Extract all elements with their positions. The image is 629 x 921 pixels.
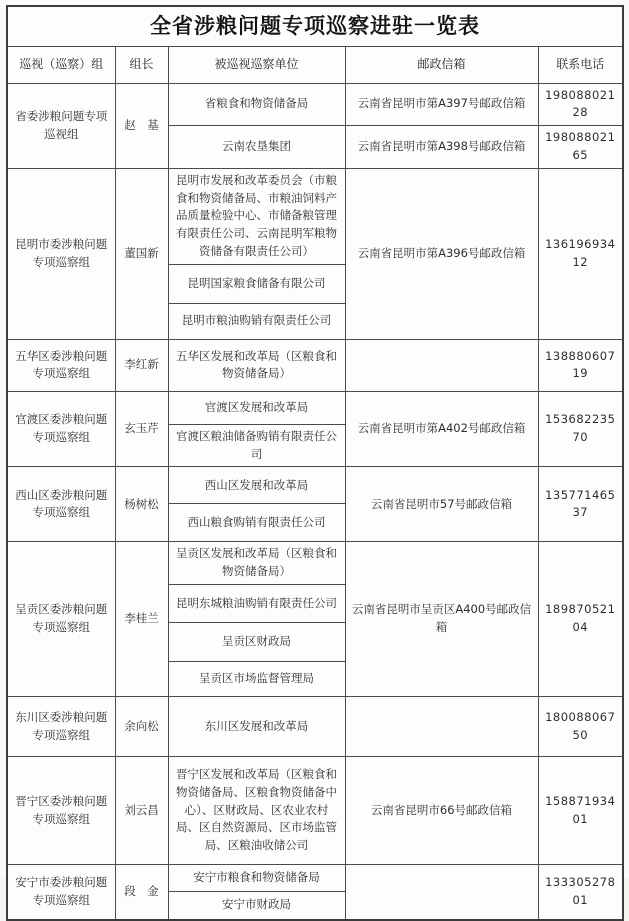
unit-cell: 昆明国家粮食储备有限公司 [168,264,345,303]
group-cell: 西山区委涉粮问题专项巡察组 [7,467,115,542]
group-cell: 晋宁区委涉粮问题专项巡察组 [7,757,115,865]
unit-cell: 云南农垦集团 [168,126,345,169]
phone-cell: 13330527801 [538,865,623,920]
phone-cell: 18987052104 [538,542,623,697]
mailbox-cell: 云南省昆明市第A402号邮政信箱 [345,391,538,467]
unit-cell: 晋宁区发展和改革局（区粮食和物资储备局、区粮食物资储备中心）、区财政局、区农业农村局、区自然资源局、区市场监管局、区粮油收储公司 [168,757,345,865]
phone-cell: 15368223570 [538,391,623,467]
phone-cell: 19808802165 [538,126,623,169]
leader-cell: 赵 基 [115,83,168,168]
phone-cell: 13577146537 [538,467,623,542]
mailbox-cell: 云南省昆明市66号邮政信箱 [345,757,538,865]
phone-cell: 13619693412 [538,168,623,339]
unit-cell: 昆明市发展和改革委员会（市粮食和物资储备局、市粮油饲料产品质量检验中心、市储备粮管理有限责任公司、云南昆明军粮物资储备有限责任公司） [168,168,345,264]
table-row [7,542,623,585]
mailbox-cell: 云南省昆明市第A397号邮政信箱 [345,83,538,126]
unit-cell: 呈贡区市场监督管理局 [168,662,345,697]
column-header-group: 巡视（巡察）组 [7,46,115,83]
unit-cell: 五华区发展和改革局（区粮食和物资储备局） [168,339,345,391]
mailbox-cell [345,697,538,757]
table-row [7,339,623,391]
group-cell: 昆明市委涉粮问题专项巡察组 [7,168,115,339]
unit-cell: 安宁市财政局 [168,892,345,920]
table-row [7,467,623,504]
leader-cell: 余向松 [115,697,168,757]
leader-cell: 刘云昌 [115,757,168,865]
unit-cell: 西山粮食购销有限责任公司 [168,504,345,542]
unit-cell: 呈贡区发展和改革局（区粮食和物资储备局） [168,542,345,585]
group-cell: 呈贡区委涉粮问题专项巡察组 [7,542,115,697]
leader-cell: 段 金 [115,865,168,920]
unit-cell: 昆明市粮油购销有限责任公司 [168,303,345,339]
group-cell: 东川区委涉粮问题专项巡察组 [7,697,115,757]
mailbox-cell: 云南省昆明市呈贡区A400号邮政信箱 [345,542,538,697]
leader-cell: 董国新 [115,168,168,339]
phone-cell: 19808802128 [538,83,623,126]
leader-cell: 李桂兰 [115,542,168,697]
column-header-mailbox: 邮政信箱 [345,46,538,83]
group-cell: 官渡区委涉粮问题专项巡察组 [7,391,115,467]
mailbox-cell: 云南省昆明市第A396号邮政信箱 [345,168,538,339]
group-cell: 安宁市委涉粮问题专项巡察组 [7,865,115,920]
phone-cell: 18008806750 [538,697,623,757]
table-row [7,83,623,126]
table-row [7,391,623,424]
inspection-roster-table [6,5,624,921]
table-row [7,697,623,757]
mailbox-cell [345,865,538,920]
unit-cell: 西山区发展和改革局 [168,467,345,504]
leader-cell: 杨树松 [115,467,168,542]
mailbox-cell: 云南省昆明市57号邮政信箱 [345,467,538,542]
group-cell: 省委涉粮问题专项巡视组 [7,83,115,168]
group-cell: 五华区委涉粮问题专项巡察组 [7,339,115,391]
table-row [7,865,623,892]
column-header-leader: 组长 [115,46,168,83]
page-title: 全省涉粮问题专项巡察进驻一览表 [7,6,623,46]
leader-cell: 李红新 [115,339,168,391]
unit-cell: 安宁市粮食和物资储备局 [168,865,345,892]
unit-cell: 省粮食和物资储备局 [168,83,345,126]
header-row [7,46,623,83]
unit-cell: 东川区发展和改革局 [168,697,345,757]
title-row [7,6,623,46]
table-row [7,757,623,865]
unit-cell: 昆明东城粮油购销有限责任公司 [168,585,345,623]
leader-cell: 玄玉芹 [115,391,168,467]
mailbox-cell [345,339,538,391]
table-row [7,168,623,264]
unit-cell: 呈贡区财政局 [168,623,345,662]
mailbox-cell: 云南省昆明市第A398号邮政信箱 [345,126,538,169]
unit-cell: 官渡区粮油储备购销有限责任公司 [168,424,345,467]
unit-cell: 官渡区发展和改革局 [168,391,345,424]
column-header-unit: 被巡视巡察单位 [168,46,345,83]
phone-cell: 15887193401 [538,757,623,865]
phone-cell: 13888060719 [538,339,623,391]
column-header-phone: 联系电话 [538,46,623,83]
